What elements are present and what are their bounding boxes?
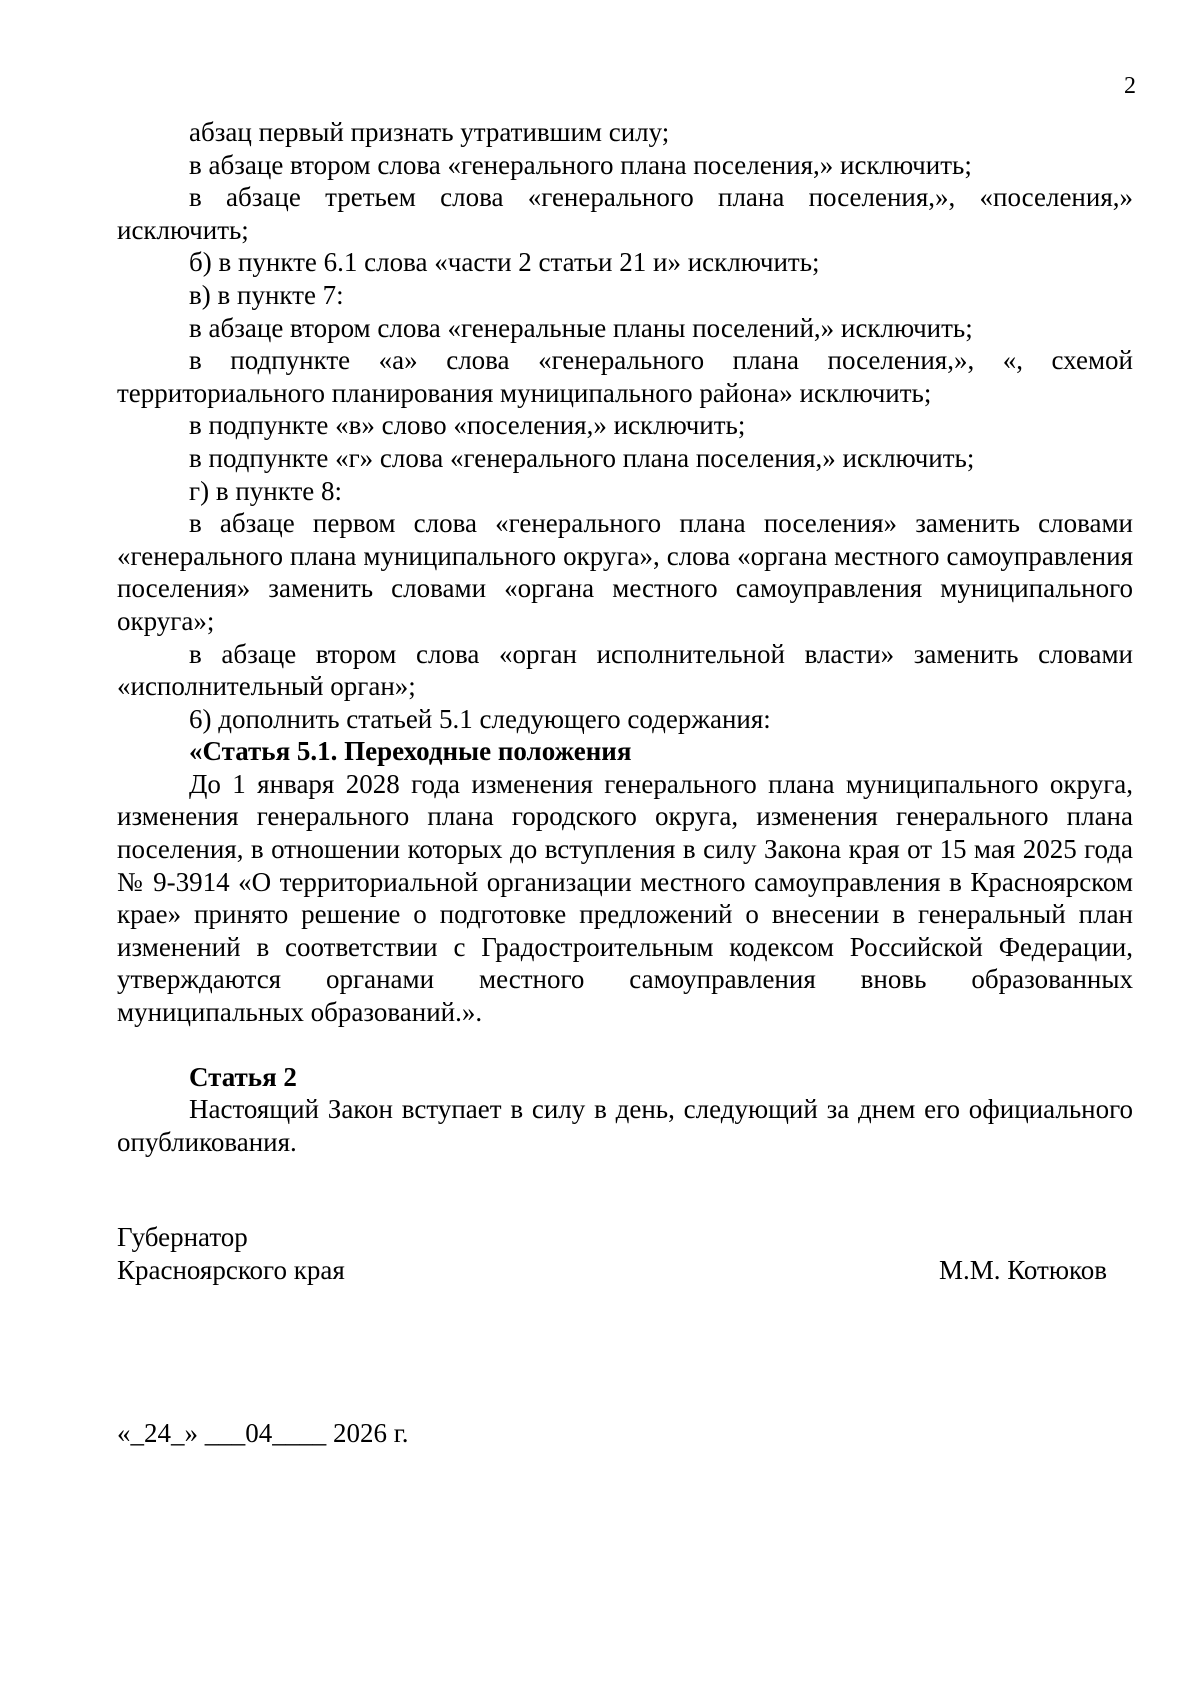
paragraph: в подпункте «а» слова «генерального плана поселения,», «, схемой территориального планирования муниципального района» исключить; <box>117 345 1133 408</box>
paragraph: г) в пункте 8: <box>189 475 343 506</box>
paragraph: в подпункте «г» слова «генерального плана поселения,» исключить; <box>189 442 975 473</box>
paragraph: Настоящий Закон вступает в силу в день, следующий за днем его официального опубликования. <box>117 1094 1133 1157</box>
paragraph: абзац первый признать утратившим силу; <box>189 117 670 147</box>
page-number: 2 <box>1124 73 1136 99</box>
paragraph: в) в пункте 7: <box>189 279 344 310</box>
signature-position-line1: Губернатор <box>117 1222 248 1252</box>
paragraph: 6) дополнить статьей 5.1 следующего содержания: <box>189 703 771 734</box>
signature-block <box>117 1221 1107 1287</box>
signature-position-line2: Красноярского края <box>117 1255 345 1285</box>
paragraph: в абзаце первом слова «генерального плана поселения» заменить словами «генерального плана муниципального округа», слова «органа местного самоуправления поселения» заменить словами «органа местного самоуправления муниципального округа»; <box>117 508 1133 636</box>
signature-name: М.М. Котюков <box>938 1255 1107 1285</box>
paragraph: в абзаце втором слова «генеральные планы поселений,» исключить; <box>189 312 973 343</box>
document-body <box>117 116 1133 1158</box>
article-5-1-heading: «Статья 5.1. Переходные положения <box>189 736 632 767</box>
paragraph: в абзаце втором слова «орган исполнительной власти» заменить словами «исполнительный орган»; <box>117 638 1133 702</box>
paragraph: б) в пункте 6.1 слова «части 2 статьи 21 и» исключить; <box>189 247 820 278</box>
signature-line <box>117 1254 1107 1287</box>
signing-date: «_24_» ___04____ 2026 г. <box>117 1418 409 1448</box>
article-2-heading: Статья 2 <box>189 1061 297 1092</box>
paragraph: в абзаце третьем слова «генерального плана поселения,», «поселения,» исключить; <box>117 182 1133 245</box>
paragraph: До 1 января 2028 года изменения генерального плана муниципального округа, изменения генерального плана городского округа, изменения генерального плана поселения, в отношении которых до вступления в силу Закона края от 15 мая 2025 года № 9-3914 «О территориальной организации местного самоуправления в Красноярском крае» принято решение о подготовке предложений о внесении в генеральный план изменений в соответствии с Градостроительным кодексом Российской Федерации, утверждаются органами местного самоуправления вновь образованных муниципальных образований.». <box>117 768 1133 1028</box>
paragraph: в подпункте «в» слово «поселения,» исключить; <box>189 410 746 441</box>
paragraph: в абзаце втором слова «генерального плана поселения,» исключить; <box>189 149 972 180</box>
